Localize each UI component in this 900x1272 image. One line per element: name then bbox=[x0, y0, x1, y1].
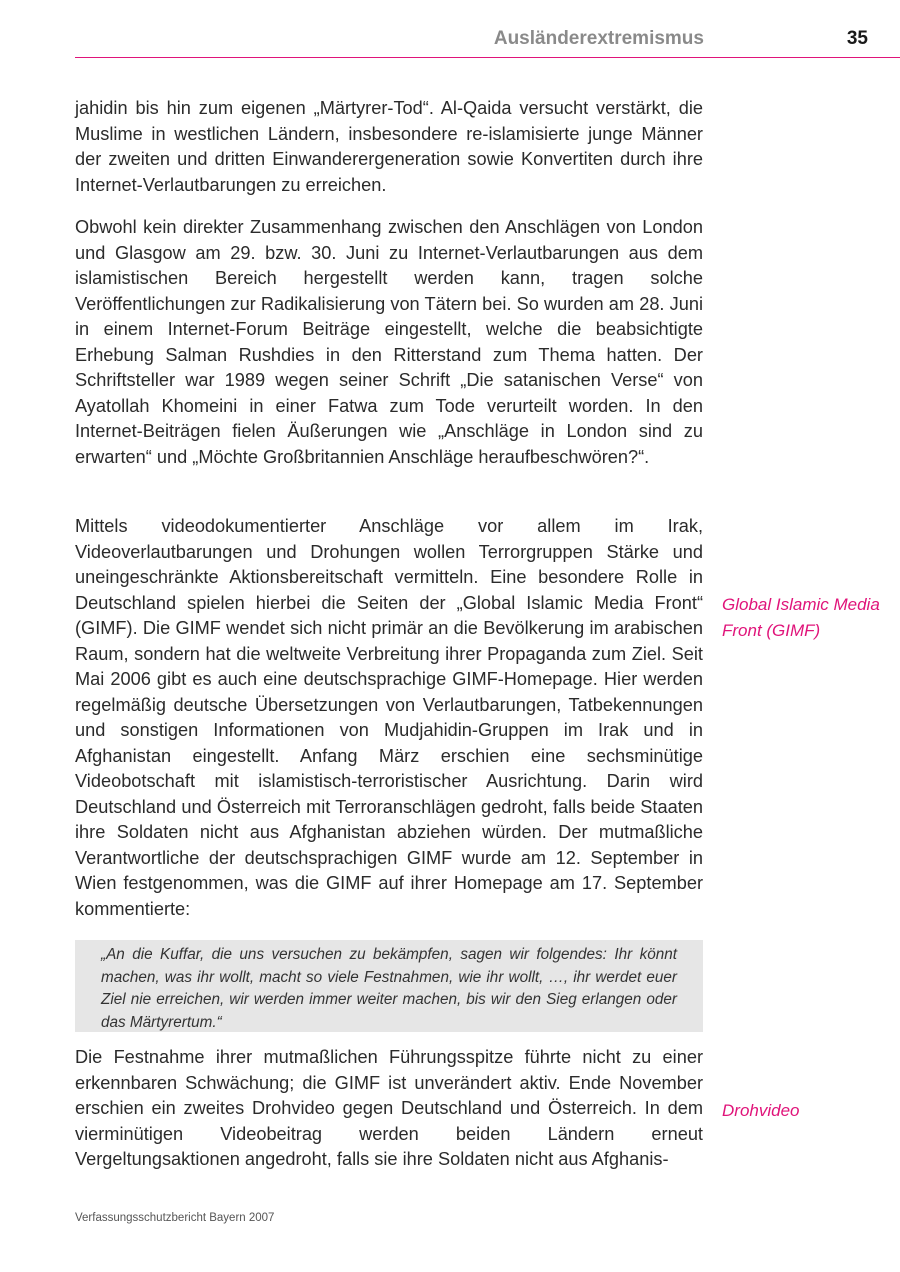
body-paragraph-1: jahidin bis hin zum eigenen „Märtyrer-Tod“. Al-Qaida versucht verstärkt, die Muslime in westlichen Ländern, insbesondere re-islamisierte junge Männer der zweiten und dritten Einwanderergeneration sowie Konvertiten durch ihre Internet-Verlautbarungen zu erreichen. bbox=[75, 98, 703, 195]
margin-note-gimf: Global Islamic Media Front (GIMF) bbox=[722, 595, 880, 640]
running-header-title: Ausländerextremismus bbox=[493, 28, 704, 49]
quote-text: „An die Kuffar, die uns versuchen zu bekämpfen, sagen wir folgendes: Ihr könnt machen, was ihr wollt, macht so viele Festnahmen, wie ihr wollt, …, ihr werdet euer Ziel nie erreichen, wir werden immer weiter machen, bis wir den Sieg erlangen oder das Märtyrertum.“ bbox=[101, 946, 677, 1031]
quote-box bbox=[75, 940, 703, 1032]
header-divider bbox=[75, 57, 900, 58]
body-paragraph-2: Obwohl kein direkter Zusammenhang zwischen den Anschlägen von London und Glasgow am 29. bzw. 30. Juni zu Internet-Verlautbarungen aus dem islamistischen Bereich hergestellt werden kann, tragen solche Veröffentlichungen zur Radikalisierung von Tätern bei. So wurden am 28. Juni in einem Internet-Forum Beiträge eingestellt, welche die beabsichtigte Erhebung Salman Rushdies in den Ritterstand zum Thema hatten. Der Schriftsteller war 1989 wegen seiner Schrift „Die satanischen Verse“ von Ayatollah Khomeini in einer Fatwa zum Tode verurteilt worden. In den Internet-Beiträgen fielen Äußerungen wie „Anschläge in London sind zu erwarten“ und „Möchte Großbritannien Anschläge heraufbeschwören?“. bbox=[75, 217, 703, 467]
body-paragraph-4: Die Festnahme ihrer mutmaßlichen Führungsspitze führte nicht zu einer erkennbaren Schwächung; die GIMF ist unverändert aktiv. Ende November erschien ein zweites Drohvideo gegen Deutschland und Österreich. In dem vierminütigen Videobeitrag werden beiden Ländern erneut Vergeltungsaktionen angedroht, falls sie ihre Soldaten nicht aus Afghanis- bbox=[75, 1047, 703, 1169]
page-footer: Verfassungsschutzbericht Bayern 2007 bbox=[75, 1212, 275, 1224]
margin-note-drohvideo: Drohvideo bbox=[722, 1101, 800, 1120]
body-paragraph-3: Mittels videodokumentierter Anschläge vor allem im Irak, Videoverlautbarungen und Drohungen wollen Terrorgruppen Stärke und uneingeschränkte Aktionsbereitschaft vermitteln. Eine besondere Rolle in Deutschland spielen hierbei die Seiten der „Global Islamic Media Front“ (GIMF). Die GIMF wendet sich nicht primär an die Bevölkerung im arabischen Raum, sondern hat die weltweite Verbreitung ihrer Propaganda zum Ziel. Seit Mai 2006 gibt es auch eine deutschsprachige GIMF-Homepage. Hier werden regelmäßig deutsche Übersetzungen von Verlautbarungen, Tatbekennungen und sonstigen Informationen von Mudjahidin-Gruppen im Irak und in Afghanistan eingestellt. Anfang März erschien eine sechsminütige Videobotschaft mit islamistisch-terroristischer Ausrichtung. Darin wird Deutschland und Österreich mit Terroranschlägen gedroht, falls beide Staaten ihre Soldaten nicht aus Afghanistan abziehen würden. Der mutmaßliche Verantwortliche der deutschsprachigen GIMF wurde am 12. September in Wien festgenommen, was die GIMF auf ihrer Homepage am 17. September kommentierte: bbox=[75, 516, 703, 919]
page-number: 35 bbox=[846, 28, 868, 49]
